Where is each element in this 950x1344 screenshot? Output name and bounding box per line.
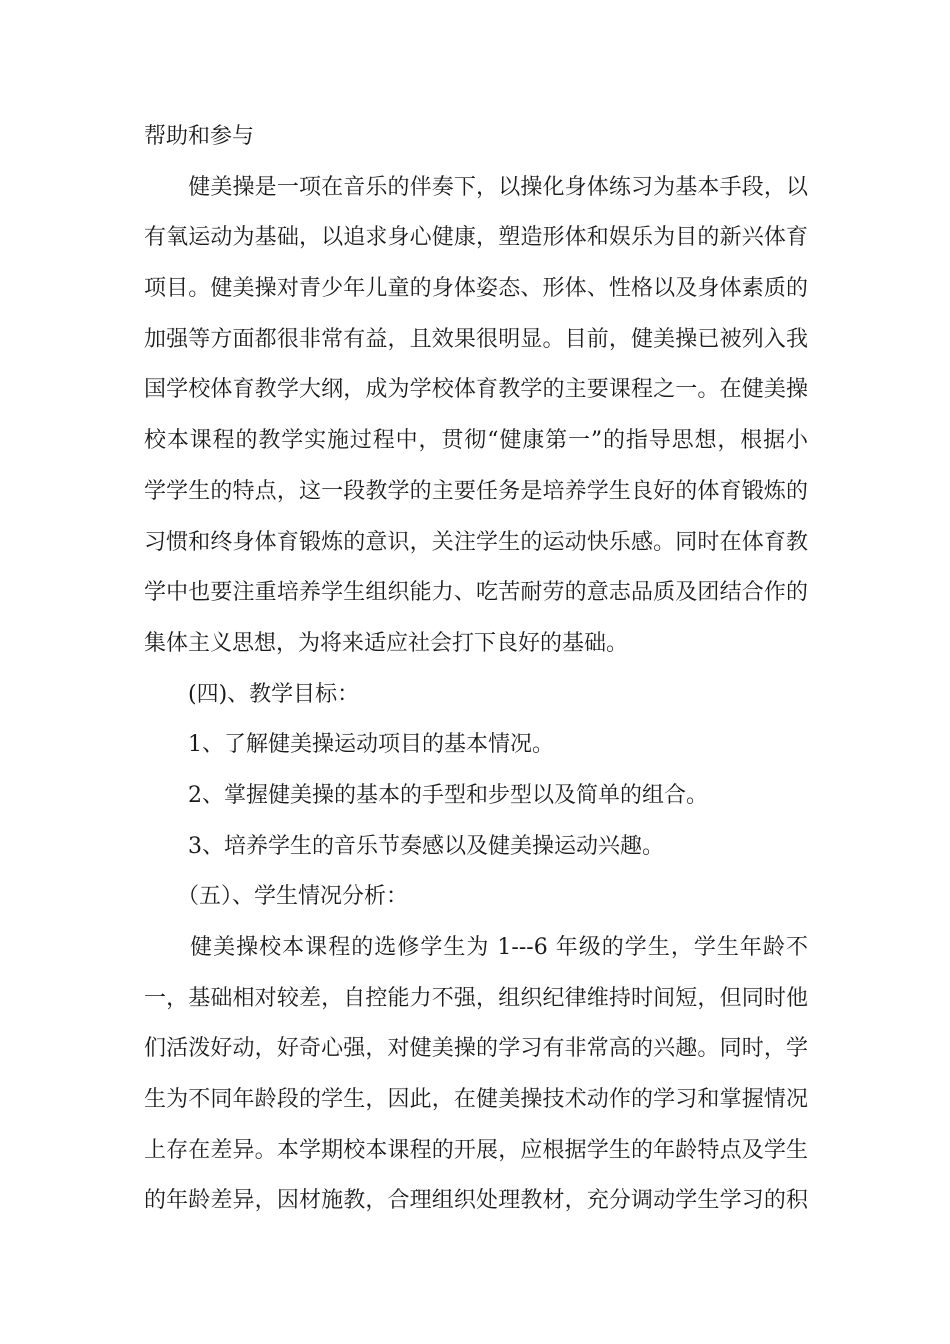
text-line: 有氧运动为基础，以追求身心健康，塑造形体和娱乐为目的新兴体育 bbox=[144, 225, 808, 251]
text-line: （五）、学生情况分析： bbox=[144, 884, 409, 910]
text-line: 们活泼好动，好奇心强，对健美操的学习有非常高的兴趣。同时，学 bbox=[144, 1036, 808, 1062]
text-line: 帮助和参与 bbox=[144, 124, 255, 149]
text-line: 学中也要注重培养学生组织能力、吃苦耐劳的意志品质及团结合作的 bbox=[144, 580, 808, 606]
body-text bbox=[144, 112, 808, 1227]
text-line: 集体主义思想，为将来适应社会打下良好的基础。 bbox=[144, 630, 629, 656]
text-line: 一，基础相对较差，自控能力不强，组织纪律维持时间短，但同时他 bbox=[144, 985, 808, 1011]
text-line: 1、了解健美操运动项目的基本情况。 bbox=[144, 732, 554, 758]
text-line: 项目。健美操对青少年儿童的身体姿态、形体、性格以及身体素质的 bbox=[144, 276, 808, 302]
text-line: 生为不同年龄段的学生，因此，在健美操技术动作的学习和掌握情况 bbox=[144, 1087, 808, 1113]
text-line: 上存在差异。本学期校本课程的开展，应根据学生的年龄特点及学生 bbox=[144, 1137, 808, 1163]
text-line: 校本课程的教学实施过程中，贯彻“健康第一”的指导思想，根据小 bbox=[144, 428, 808, 454]
text-line: 国学校体育教学大纲，成为学校体育教学的主要课程之一。在健美操 bbox=[144, 377, 808, 403]
text-line: 2、掌握健美操的基本的手型和步型以及简单的组合。 bbox=[144, 782, 708, 808]
text-line: 学学生的特点，这一段教学的主要任务是培养学生良好的体育锻炼的 bbox=[144, 478, 808, 504]
text-line: 3、培养学生的音乐节奏感以及健美操运动兴趣。 bbox=[144, 833, 664, 859]
text-line: 习惯和终身体育锻炼的意识，关注学生的运动快乐感。同时在体育教 bbox=[144, 529, 808, 555]
text-line: 健美操校本课程的选修学生为 1---6 年级的学生，学生年龄不 bbox=[144, 935, 808, 960]
text-line: 的年龄差异，因材施教，合理组织处理教材，充分调动学生学习的积 bbox=[144, 1188, 808, 1214]
text-line: 健美操是一项在音乐的伴奏下，以操化身体练习为基本手段，以 bbox=[144, 174, 808, 200]
text-line: (四)、教学目标： bbox=[144, 681, 360, 707]
text-line: 加强等方面都很非常有益，且效果很明显。目前，健美操已被列入我 bbox=[144, 326, 808, 352]
